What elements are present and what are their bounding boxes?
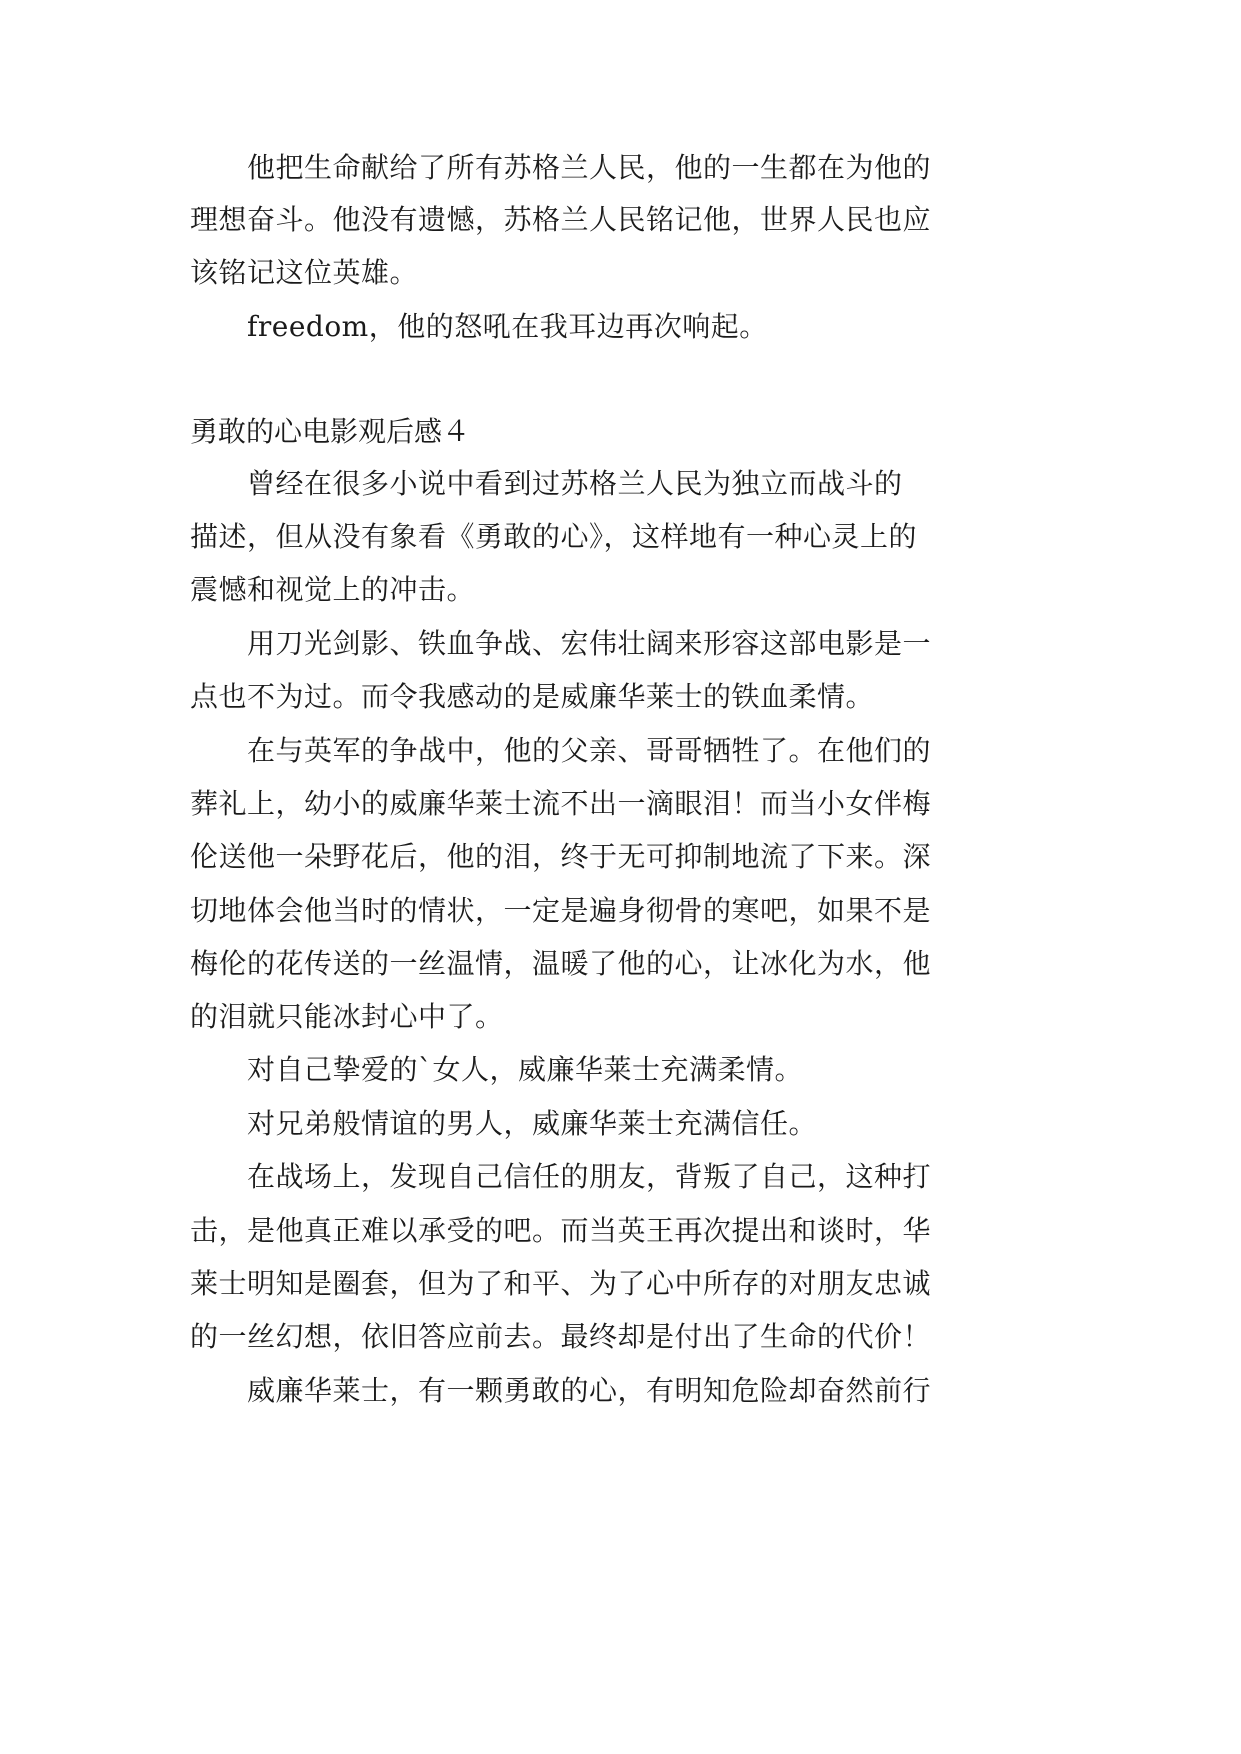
text-line: 在战场上，发现自己信任的朋友，背叛了自己，这种打 — [190, 1160, 932, 1193]
text-line: 用刀光剑影、铁血争战、宏伟壮阔来形容这部电影是一 — [190, 627, 932, 660]
text-line: 威廉华莱士，有一颗勇敢的心，有明知危险却奋然前行 — [190, 1374, 932, 1407]
text-line: 葬礼上，幼小的威廉华莱士流不出一滴眼泪！而当小女伴梅 — [190, 787, 932, 820]
text-line: 的一丝幻想，依旧答应前去。最终却是付出了生命的代价！ — [190, 1320, 932, 1353]
text-line: 切地体会他当时的情状，一定是遍身彻骨的寒吧，如果不是 — [190, 894, 932, 927]
text-line: 的泪就只能冰封心中了。 — [190, 1000, 504, 1033]
text-line: 该铭记这位英雄。 — [190, 256, 419, 289]
text-line: 他把生命献给了所有苏格兰人民，他的一生都在为他的 — [190, 151, 932, 184]
text-line: 点也不为过。而令我感动的是威廉华莱士的铁血柔情。 — [190, 680, 875, 713]
text-line: 伦送他一朵野花后，他的泪，终于无可抑制地流了下来。深 — [190, 840, 932, 873]
text-line: 理想奋斗。他没有遗憾，苏格兰人民铭记他，世界人民也应 — [190, 203, 932, 236]
text-line: 梅伦的花传送的一丝温情，温暖了他的心，让冰化为水，他 — [190, 947, 932, 980]
section-heading: 勇敢的心电影观后感４ — [190, 415, 471, 448]
text-line: 震憾和视觉上的冲击。 — [190, 573, 476, 606]
text-line: 在与英军的争战中，他的父亲、哥哥牺牲了。在他们的 — [190, 734, 932, 767]
text-line: 描述，但从没有象看《勇敢的心》，这样地有一种心灵上的 — [190, 520, 918, 553]
text-line: 莱士明知是圈套，但为了和平、为了心中所存的对朋友忠诚 — [190, 1267, 932, 1300]
text-line: freedom，他的怒吼在我耳边再次响起。 — [190, 310, 768, 343]
text-line: 击，是他真正难以承受的吧。而当英王再次提出和谈时，华 — [190, 1214, 932, 1247]
text-line: 曾经在很多小说中看到过苏格兰人民为独立而战斗的 — [190, 467, 903, 500]
text-line: 对兄弟般情谊的男人，威廉华莱士充满信任。 — [190, 1107, 818, 1140]
text-line: 对自己挚爱的`女人，威廉华莱士充满柔情。 — [190, 1053, 804, 1086]
